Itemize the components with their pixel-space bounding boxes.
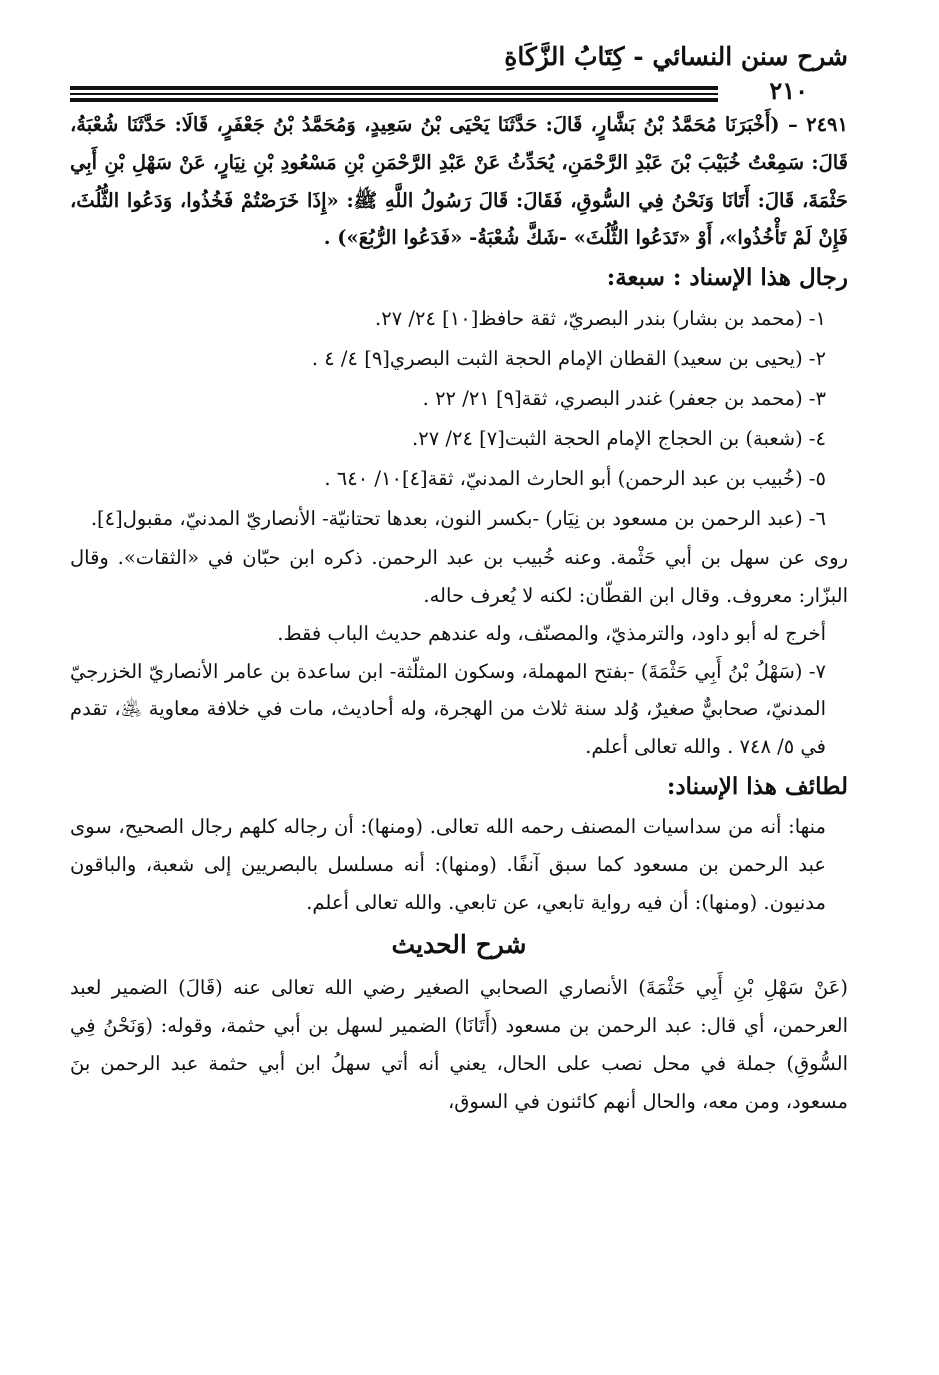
book-page [70, 40, 848, 1121]
running-head-title: شرح سنن النسائي - كِتَابُ الزَّكَاةِ [504, 42, 848, 71]
narrators-heading: رجال هذا الإسناد : سبعة: [606, 264, 848, 292]
narrator-item: ١- (محمد بن بشار) بندر البصريّ، ثقة حافظ[١٠] ٢٤/ ٢٧. [375, 307, 826, 331]
page-number: ٢١٠ [769, 76, 808, 105]
narrator-note: روى عن سهل بن أبي حَثْمة. وعنه خُبيب بن عبد الرحمن. ذكره ابن حبّان في «الثقات». وقال البزّار: معروف. وقال ابن القطّان: لكنه لا يُعرف حاله. [70, 546, 848, 607]
narrators-list [70, 299, 848, 539]
narrator-item: ٣- (محمد بن جعفر) غندر البصري، ثقة[٩] ٢١/ ٢٢ . [422, 387, 826, 411]
narrator-note: أخرج له أبو داود، والترمذيّ، والمصنّف، وله عندهم حديث الباب فقط. [277, 621, 826, 645]
narrator-item: ٦- (عبد الرحمن بن مسعود بن نِيَار) -بكسر النون، بعدها تحتانيّة- الأنصاريّ المدنيّ، مقبول[٤]. [90, 507, 826, 531]
hadith-text: ٢٤٩١ – (أَخْبَرَنَا مُحَمَّدُ بْنُ بَشَّارٍ، قَالَ: حَدَّثَنَا يَحْيَى بْنُ سَعِيدٍ، وَمُحَمَّدُ بْنُ جَعْفَرٍ، قَالَا: حَدَّثَنَا شُعْبَةُ، قَالَ: سَمِعْتُ خُبَيْبَ بْنَ عَبْدِ الرَّحْمَنِ، يُحَدِّثُ عَنْ عَبْدِ الرَّحْمَنِ بْنِ مَسْعُودِ بْنِ نِيَارٍ، عَنْ سَهْلِ بْنِ أَبِي حَثْمَةَ، قَالَ: أَتَانَا وَنَحْنُ فِي السُّوقِ، فَقَالَ: قَالَ رَسُولُ اللَّهِ ﷺ: «إِذَا خَرَصْتُمْ فَخُذُوا، وَدَعُوا الثُّلُثَ، فَإِنْ لَمْ تَأْخُذُوا»، أَوْ «تَدَعُوا الثُّلُثَ» -شَكَّ شُعْبَةُ- «فَدَعُوا الرُّبُعَ») . [70, 113, 848, 250]
narrator-item: ٢- (يحيى بن سعيد) القطان الإمام الحجة الثبت البصري[٩] ٤/ ٤ . [311, 347, 826, 371]
commentary-text: (عَنْ سَهْلِ بْنِ أَبِي حَثْمَةَ) الأنصاري الصحابي الصغير رضي الله تعالى عنه (قَالَ) الضمير لعبد العرحمن، أي قال: عبد الرحمن بن مسعود (أَتَانَا) الضمير لسهل بن أبي حثمة، وقوله: (وَنَحْنُ فِي السُّوقِ) جملة في محل نصب على الحال، يعني أنه أتي سهلُ ابن أبي حثمة عبد الرحمن بنَ مسعود، ومن معه، والحال أنهم كائنون في السوق، [70, 976, 848, 1113]
commentary-heading: شرح الحديث [391, 930, 527, 960]
subtleties-heading: لطائف هذا الإسناد: [666, 772, 848, 800]
header-rule [70, 76, 848, 106]
header-rule-lines [70, 86, 718, 105]
narrator-item: ٤- (شعبة) بن الحجاج الإمام الحجة الثبت[٧] ٢٤/ ٢٧. [412, 427, 826, 451]
narrator-item: ٥- (خُبيب بن عبد الرحمن) أبو الحارث المدنيّ، ثقة[٤]١٠/ ٦٤٠ . [324, 467, 826, 491]
narrator-item-seven: ٧- (سَهْلُ بْنُ أَبِي حَثْمَةَ) -بفتح المهملة، وسكون المثلّثة- ابن ساعدة بن عامر الأنصاريّ الخزرجيّ المدنيّ، صحابيٌّ صغيرٌ، وُلد سنة ثلاث من الهجرة، وله أحاديث، مات في خلافة معاوية ﵁، تقدم في ٥/ ٧٤٨ . والله تعالى أعلم. [70, 659, 826, 759]
subtleties-text: منها: أنه من سداسيات المصنف رحمه الله تعالى. (ومنها): أن رجاله كلهم رجال الصحيح، سوى عبد الرحمن بن مسعود كما سبق آنفًا. (ومنها): أنه مسلسل بالبصريين إلى شعبة، والباقون مدنيون. (ومنها): أن فيه رواية تابعي، عن تابعي. والله تعالى أعلم. [70, 814, 826, 914]
